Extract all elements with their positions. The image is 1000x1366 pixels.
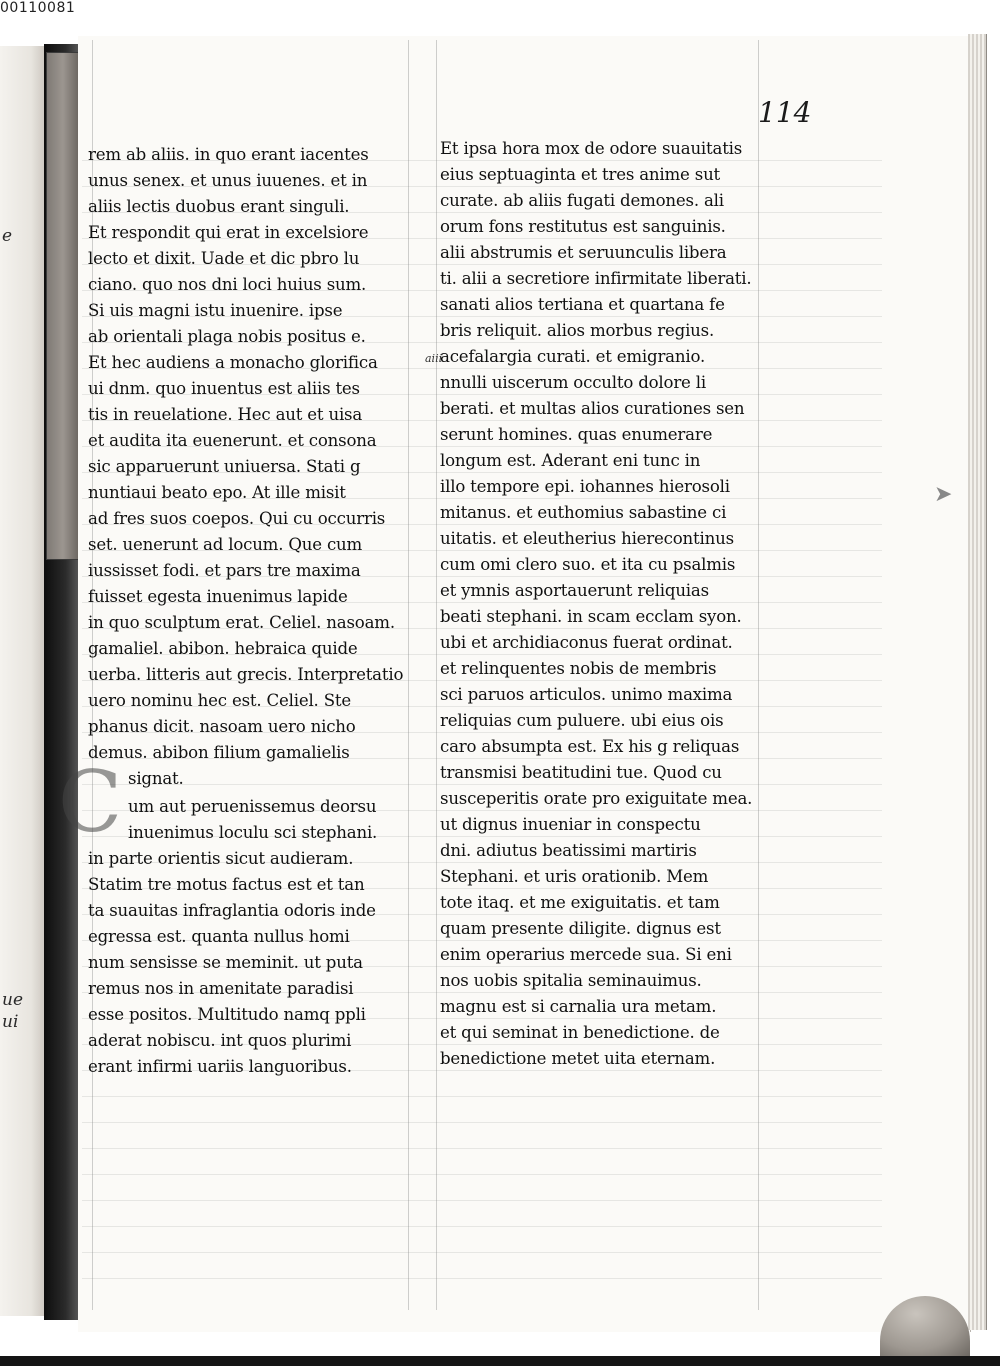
text-line: ta suauitas infraglantia odoris inde: [88, 901, 376, 920]
text-line: Et ipsa hora mox de odore suauitatis: [440, 139, 743, 158]
page-edges: [968, 34, 987, 1330]
text-line: in quo sculptum erat. Celiel. nasoam.: [88, 613, 395, 632]
text-line: alii abstrumis et seruunculis libera: [440, 243, 727, 262]
text-line: serunt homines. quas enumerare: [440, 425, 713, 444]
text-line: phanus dicit. nasoam uero nicho: [88, 717, 356, 736]
text-line: iussisset fodi. et pars tre maxima: [88, 561, 361, 580]
text-line: remus nos in amenitate paradisi: [88, 979, 354, 998]
text-line: ad fres suos coepos. Qui cu occurris: [88, 509, 386, 528]
facing-page-fragment: ue: [2, 990, 24, 1010]
ruling-line: [82, 1174, 882, 1175]
ruling-line: [82, 1278, 882, 1279]
margin-arrow-icon: ➤: [934, 482, 953, 507]
text-line: uitatis. et eleutherius hierecontinus: [440, 529, 734, 548]
text-line: num sensisse se meminit. ut puta: [88, 953, 363, 972]
text-line: tis in reuelatione. Hec aut et uisa: [88, 405, 363, 424]
text-line: transmisi beatitudini tue. Quod cu: [440, 763, 722, 782]
text-line: gamaliel. abibon. hebraica quide: [88, 639, 358, 658]
text-line: signat.: [128, 769, 184, 788]
ruling-line: [408, 40, 409, 1310]
text-line: esse positos. Multitudo namq ppli: [88, 1005, 366, 1024]
text-line: Statim tre motus factus est et tan: [88, 875, 365, 894]
text-line: demus. abibon filium gamalielis: [88, 743, 350, 762]
text-line: enim operarius mercede sua. Si eni: [440, 945, 732, 964]
binding-tab-strip: [46, 52, 80, 560]
text-line: orum fons restitutus est sanguinis.: [440, 217, 726, 236]
text-line: mitanus. et euthomius sabastine ci: [440, 503, 727, 522]
text-line: caro absumpta est. Ex his g reliquas: [440, 737, 740, 756]
text-line: erant infirmi uariis languoribus.: [88, 1057, 352, 1076]
text-line: bris reliquit. alios morbus regius.: [440, 321, 715, 340]
text-line: in parte orientis sicut audieram.: [88, 849, 354, 868]
text-line: aliis lectis duobus erant singuli.: [88, 197, 350, 216]
text-line: sci paruos articulos. unimo maxima: [440, 685, 733, 704]
text-line: acefalargia curati. et emigranio.: [440, 347, 706, 366]
facing-page-fragment: e: [2, 226, 13, 246]
text-line: rem ab aliis. in quo erant iacentes: [88, 145, 369, 164]
ruling-line: [82, 1252, 882, 1253]
text-line: susceperitis orate pro exiguitate mea.: [440, 789, 753, 808]
text-line: reliquias cum puluere. ubi eius ois: [440, 711, 724, 730]
text-line: ti. alii a secretiore infirmitate liberati.: [440, 269, 752, 288]
text-line: Et hec audiens a monacho glorifica: [88, 353, 378, 372]
folio-number: 114: [758, 96, 812, 129]
text-line: ciano. quo nos dni loci huius sum.: [88, 275, 367, 294]
ruling-line: [82, 1200, 882, 1201]
scan-id-label: 00110081: [0, 0, 76, 16]
text-line: sic apparuerunt uniuersa. Stati g: [88, 457, 361, 476]
text-line: aderat nobiscu. int quos plurimi: [88, 1031, 352, 1050]
ruling-line: [82, 1148, 882, 1149]
text-line: et relinquentes nobis de membris: [440, 659, 717, 678]
text-line: et qui seminat in benedictione. de: [440, 1023, 720, 1042]
text-line: longum est. Aderant eni tunc in: [440, 451, 701, 470]
text-line: uerba. litteris aut grecis. Interpretatio: [88, 665, 404, 684]
text-line: fuisset egesta inuenimus lapide: [88, 587, 348, 606]
facing-page-sliver: [0, 46, 45, 1316]
text-line: nos uobis spitalia seminauimus.: [440, 971, 702, 990]
text-line: um aut peruenissemus deorsu: [128, 797, 377, 816]
scan-bottom-band: [0, 1356, 1000, 1366]
text-line: nnulli uiscerum occulto dolore li: [440, 373, 706, 392]
text-line: cum omi clero suo. et ita cu psalmis: [440, 555, 736, 574]
ruling-line: [82, 1122, 882, 1123]
text-line: ab orientali plaga nobis positus e.: [88, 327, 366, 346]
text-line: dni. adiutus beatissimi martiris: [440, 841, 697, 860]
text-line: Si uis magni istu inuenire. ipse: [88, 301, 343, 320]
text-line: curate. ab aliis fugati demones. ali: [440, 191, 724, 210]
text-line: unus senex. et unus iuuenes. et in: [88, 171, 368, 190]
ruling-line: [758, 40, 759, 1310]
decorated-initial: C: [58, 753, 123, 851]
text-line: lecto et dixit. Uade et dic pbro lu: [88, 249, 360, 268]
text-line: berati. et multas alios curationes sen: [440, 399, 745, 418]
ruling-line: [82, 1096, 882, 1097]
text-line: nuntiaui beato epo. At ille misit: [88, 483, 346, 502]
ruling-line: [436, 40, 437, 1310]
text-line: eius septuaginta et tres anime sut: [440, 165, 721, 184]
text-line: inuenimus loculu sci stephani.: [128, 823, 378, 842]
text-line: quam presente diligite. dignus est: [440, 919, 721, 938]
text-line: ubi et archidiaconus fuerat ordinat.: [440, 633, 733, 652]
text-line: ut dignus inueniar in conspectu: [440, 815, 701, 834]
text-line: Stephani. et uris orationib. Mem: [440, 867, 709, 886]
text-line: egressa est. quanta nullus homi: [88, 927, 350, 946]
marginal-note: aiii: [425, 352, 443, 365]
text-line: ui dnm. quo inuentus est aliis tes: [88, 379, 360, 398]
text-line: et audita ita euenerunt. et consona: [88, 431, 377, 450]
text-line: Et respondit qui erat in excelsiore: [88, 223, 369, 242]
text-line: et ymnis asportauerunt reliquias: [440, 581, 709, 600]
text-line: benedictione metet uita eternam.: [440, 1049, 716, 1068]
text-line: sanati alios tertiana et quartana fe: [440, 295, 725, 314]
facing-page-fragment: ui: [2, 1012, 19, 1032]
text-line: illo tempore epi. iohannes hierosoli: [440, 477, 730, 496]
text-line: tote itaq. et me exiguitatis. et tam: [440, 893, 720, 912]
text-line: set. uenerunt ad locum. Que cum: [88, 535, 363, 554]
ruling-line: [82, 1226, 882, 1227]
text-line: uero nominu hec est. Celiel. Ste: [88, 691, 351, 710]
text-line: magnu est si carnalia ura metam.: [440, 997, 717, 1016]
text-line: beati stephani. in scam ecclam syon.: [440, 607, 742, 626]
